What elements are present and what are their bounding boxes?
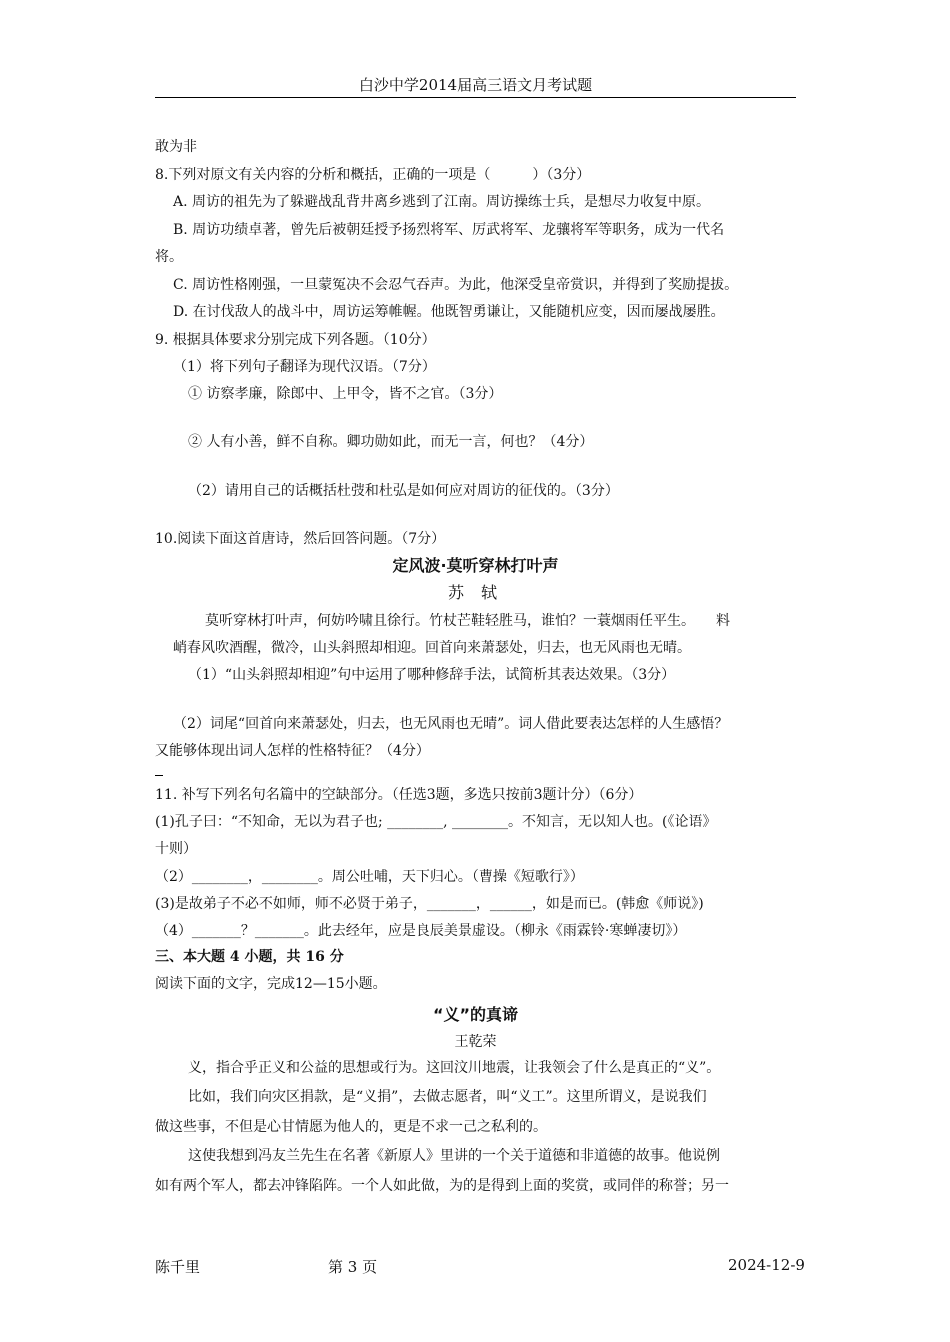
question-11-1: (1)孔子曰：“不知命，无以为君子也; ________, ________。不知言，无以知人也。(《论语》 [155,814,717,830]
question-10-1: （1）“山头斜照却相迎”句中运用了哪种修辞手法，试简析其表达效果。（3分） [188,667,676,683]
essay-paragraph-2: 比如，我们向灾区捐款，是“义捐”，去做志愿者，叫“义工”。这里所谓义，是说我们 [188,1089,707,1105]
footer-page-number: 第 3 页 [328,1258,378,1276]
question-10-2: （2）词尾“回首向来萧瑟处，归去，也无风雨也无晴”。词人借此要表达怎样的人生感悟？ [173,716,729,732]
question-11-3: (3)是故弟子不必不如师，师不必贤于弟子，_______，______，如是而已。(韩愈《师说》) [155,896,704,912]
footer-author: 陈千里 [155,1258,201,1276]
question-10: 10.阅读下面这首唐诗，然后回答问题。（7分） [155,531,446,547]
option-d: D. 在讨伐敌人的战斗中，周访运筹帷幄。他既智勇谦让，又能随机应变，因而屡战屡胜。 [173,304,725,320]
essay-paragraph-1: 义，指合乎正义和公益的思想或行为。这回汶川地震，让我领会了什么是真正的“义”。 [188,1060,721,1076]
essay-paragraph-3: 这使我想到冯友兰先生在名著《新原人》里讲的一个关于道德和非道德的故事。他说例 [188,1148,720,1164]
question-11-4: （4）_______？_______。此去经年，应是良辰美景虚设。（柳永《雨霖铃·寒蝉凄切》） [155,923,687,939]
essay-title: “义”的真谛 [432,1005,519,1024]
essay-author: 王乾荣 [454,1034,497,1050]
question-9-1-b: ② 人有小善，鲜不自称。卿功勋如此，而无一言，何也？（4分） [188,434,594,450]
poem-author: 苏 轼 [447,583,504,602]
option-a: A. 周访的祖先为了躲避战乱背井离乡逃到了江南。周访操练士兵，是想尽力收复中原。 [173,194,711,210]
page-header-title: 白沙中学2014届高三语文月考试题 [358,76,593,94]
option-b-cont: 将。 [155,249,183,265]
question-10-2-cont: 又能够体现出词人怎样的性格特征？（4分） [155,743,430,759]
question-9-2: （2）请用自己的话概括杜弢和杜弘是如何应对周访的征伐的。（3分） [188,483,619,499]
poem-line-2: 峭春风吹酒醒，微冷，山头斜照却相迎。回首向来萧瑟处，归去，也无风雨也无晴。 [173,640,691,656]
underline-mark [155,775,163,776]
question-9-1-a: ① 访察孝廉，除郎中、上甲令，皆不之官。（3分） [188,386,503,402]
essay-paragraph-3-cont: 如有两个军人，都去冲锋陷阵。一个人如此做，为的是得到上面的奖赏，或同伴的称誉；另一 [155,1178,729,1194]
header-divider [155,97,796,98]
text-line: 敢为非 [155,139,197,155]
footer-date: 2024-12-9 [728,1256,805,1274]
option-c: C. 周访性格刚强，一旦蒙冤决不会忍气吞声。为此，他深受皇帝赏识，并得到了奖励提拔。 [173,277,739,293]
section-three-heading: 三、本大题 4 小题，共 16 分 [155,949,344,965]
option-b: B. 周访功绩卓著，曾先后被朝廷授予扬烈将军、厉武将军、龙骧将军等职务，成为一代名 [173,222,725,238]
question-11-1-cont: 十则） [155,841,197,857]
reading-instruction: 阅读下面的文字，完成12—15小题。 [155,976,387,992]
essay-paragraph-2-cont: 做这些事，不但是心甘情愿为他人的，更是不求一己之私利的。 [155,1119,547,1135]
question-9: 9. 根据具体要求分别完成下列各题。（10分） [155,332,436,348]
poem-title: 定风波·莫听穿林打叶声 [392,556,559,575]
question-11: 11. 补写下列名句名篇中的空缺部分。（任选3题，多选只按前3题计分）（6分） [155,787,643,803]
question-9-1: （1）将下列句子翻译为现代汉语。（7分） [173,359,436,375]
poem-line-1: 莫听穿林打叶声，何妨吟啸且徐行。竹杖芒鞋轻胜马，谁怕？一蓑烟雨任平生。 料 [205,613,730,629]
question-11-2: （2）________，________。周公吐哺，天下归心。（曹操《短歌行》） [155,869,584,885]
question-8: 8.下列对原文有关内容的分析和概括，正确的一项是（ ）（3分） [155,167,591,183]
